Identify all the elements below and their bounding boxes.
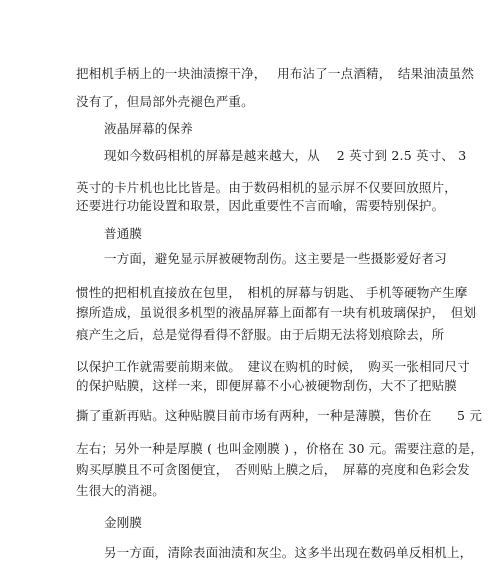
- paragraph-line: 另一方面，清除表面油渍和灰尘。这多半出现在数码单反相机上，: [104, 545, 473, 560]
- paragraph-line: 痕产生之后，总是觉得看得不舒服。由于后期无法将划痕除去，所: [76, 327, 445, 342]
- paragraph-line: 以保护工作就需要前期来做。 建议在购机的时候， 购买一张相同尺寸: [76, 359, 470, 374]
- paragraph-line: 撕了重新再贴。这种贴膜目前市场有两种，一种是薄膜，售价在 5 元: [76, 408, 483, 423]
- section-heading: 液晶屏幕的保养: [104, 121, 193, 136]
- paragraph-line: 的保护贴膜，这样一来，即便屏幕不小心被硬物刮伤，大不了把贴膜: [76, 378, 458, 393]
- section-heading: 普通膜: [104, 226, 143, 241]
- paragraph-line: 生很大的消褪。: [76, 483, 165, 498]
- paragraph-line: 没有了，但局部外壳褪色严重。: [76, 94, 254, 109]
- paragraph-line: 擦所造成，虽说很多机型的液晶屏幕上面都有一块有机玻璃保护， 但划: [76, 305, 477, 320]
- paragraph-line: 英寸的卡片机也比比皆是。由于数码相机的显示屏不仅要回放照片，: [76, 180, 458, 195]
- paragraph-line: 左右；另外一种是厚膜 ( 也叫金刚膜 ) ，价格在 30 元。需要注意的是，: [76, 441, 484, 456]
- paragraph-line: 还要进行功能设置和取景，因此重要性不言而喻，需要特别保护。: [76, 198, 445, 213]
- paragraph-line: 一方面，避免显示屏被硬物刮伤。这主要是一些摄影爱好者习: [104, 251, 447, 266]
- paragraph-line: 现如今数码相机的屏幕是越来越大，从 2 英寸到 2.5 英寸、 3: [104, 148, 467, 163]
- paragraph-line: 购买厚膜且不可贪图便宜， 否则贴上膜之后， 屏幕的亮度和色彩会发: [76, 462, 470, 477]
- section-heading: 金刚膜: [104, 515, 143, 530]
- paragraph-line: 把相机手柄上的一块油渍擦干净， 用布沾了一点酒精， 结果油渍虽然: [76, 66, 475, 81]
- paragraph-line: 惯性的把相机直接放在包里， 相机的屏幕与钥匙、 手机等硬物产生摩: [76, 285, 468, 300]
